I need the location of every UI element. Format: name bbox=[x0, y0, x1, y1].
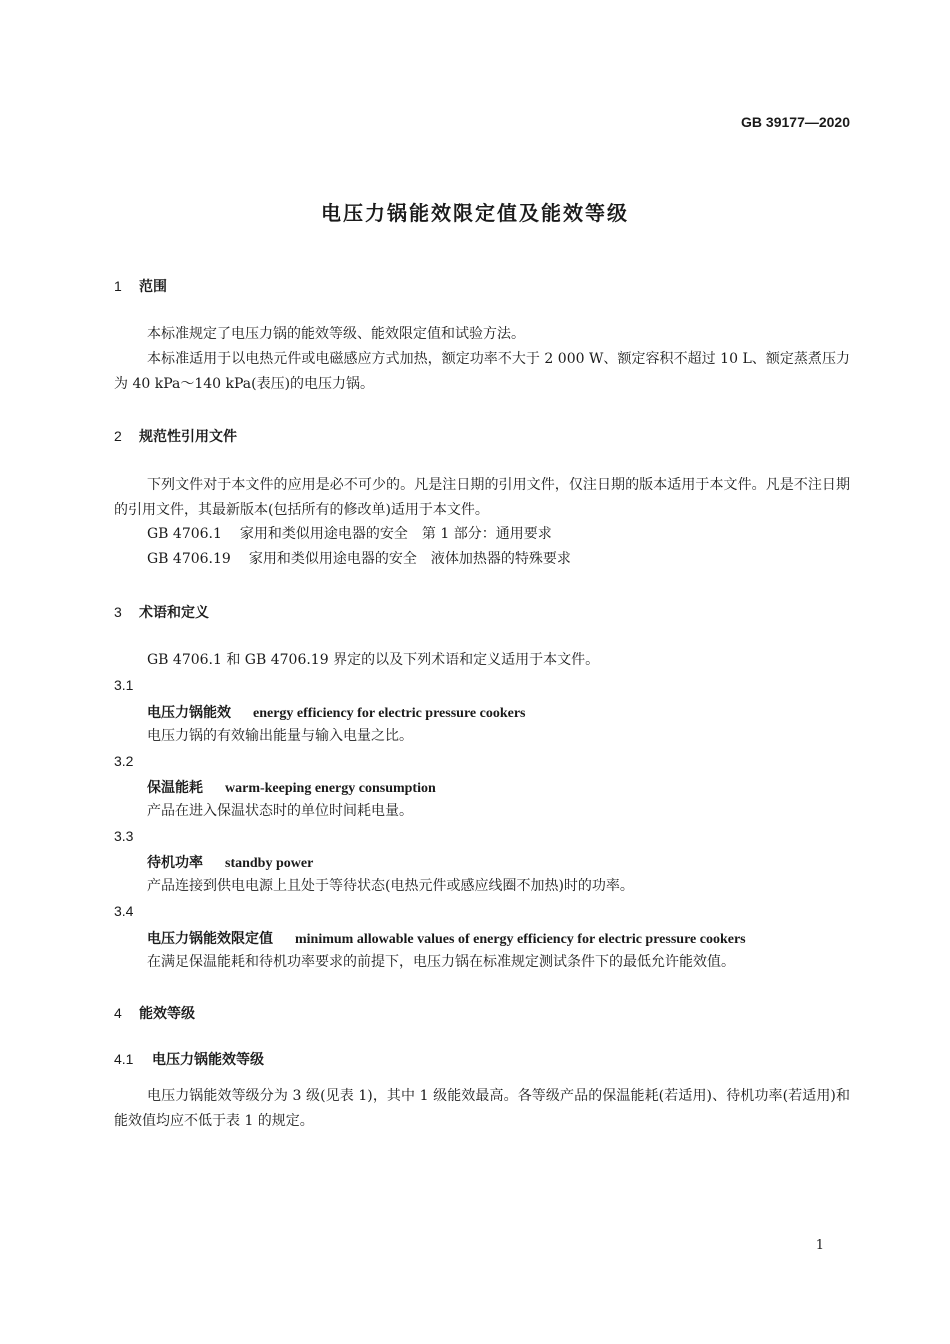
paragraph: 本标准适用于以电热元件或电磁感应方式加热，额定功率不大于 2 000 W、额定容积不超过 10 L、额定蒸煮压力为 40 kPa～140 kPa(表压)的电压力锅。 bbox=[114, 351, 850, 392]
reference-title: 家用和类似用途电器的安全 第 1 部分：通用要求 bbox=[239, 526, 552, 542]
reference-item bbox=[147, 523, 552, 543]
term-number: 3.1 bbox=[114, 677, 134, 693]
section-1-heading bbox=[114, 276, 167, 296]
subsection-number: 4.1 bbox=[114, 1051, 134, 1067]
reference-title: 家用和类似用途电器的安全 液体加热器的特殊要求 bbox=[248, 551, 571, 567]
page-number: 1 bbox=[815, 1238, 824, 1253]
term-definition: 电压力锅的有效输出能量与输入电量之比。 bbox=[147, 728, 413, 744]
subsection-4-1-heading bbox=[114, 1049, 264, 1069]
reference-code: GB 4706.19 bbox=[147, 551, 231, 567]
term-english: energy efficiency for electric pressure cookers bbox=[253, 706, 526, 721]
paragraph: GB 4706.1 和 GB 4706.19 界定的以及下列术语和定义适用于本文件。 bbox=[147, 652, 600, 668]
section-2-heading bbox=[114, 426, 237, 446]
term-entry bbox=[147, 928, 746, 948]
section-title: 范围 bbox=[139, 279, 167, 295]
term-entry bbox=[147, 852, 313, 872]
term-definition: 在满足保温能耗和待机功率要求的前提下，电压力锅在标准规定测试条件下的最低允许能效值。 bbox=[147, 954, 735, 970]
section-number: 4 bbox=[114, 1005, 122, 1021]
section-number: 3 bbox=[114, 604, 122, 620]
section-number: 2 bbox=[114, 428, 122, 444]
term-english: standby power bbox=[225, 856, 314, 871]
term-number: 3.3 bbox=[114, 828, 134, 844]
paragraph: 本标准规定了电压力锅的能效等级、能效限定值和试验方法。 bbox=[147, 326, 525, 342]
term-chinese: 电压力锅能效 bbox=[147, 705, 231, 721]
term-chinese: 保温能耗 bbox=[147, 780, 203, 796]
section-title: 能效等级 bbox=[139, 1006, 195, 1022]
term-number: 3.4 bbox=[114, 903, 134, 919]
term-number: 3.2 bbox=[114, 753, 134, 769]
standard-number: GB 39177—2020 bbox=[741, 114, 850, 130]
reference-item bbox=[147, 548, 571, 568]
term-entry bbox=[147, 702, 526, 722]
section-3-heading bbox=[114, 602, 209, 622]
term-entry bbox=[147, 777, 436, 797]
term-english: warm-keeping energy consumption bbox=[225, 781, 436, 796]
term-chinese: 电压力锅能效限定值 bbox=[147, 931, 273, 947]
section-title: 术语和定义 bbox=[139, 605, 209, 621]
document-title: 电压力锅能效限定值及能效等级 bbox=[321, 201, 629, 225]
term-chinese: 待机功率 bbox=[147, 855, 203, 871]
term-english: minimum allowable values of energy efficiency for electric pressure cookers bbox=[295, 932, 746, 947]
paragraph: 下列文件对于本文件的应用是必不可少的。凡是注日期的引用文件，仅注日期的版本适用于本文件。凡是不注日期的引用文件，其最新版本(包括所有的修改单)适用于本文件。 bbox=[114, 477, 850, 518]
section-number: 1 bbox=[114, 278, 122, 294]
term-definition: 产品连接到供电电源上且处于等待状态(电热元件或感应线圈不加热)时的功率。 bbox=[147, 878, 634, 894]
term-definition: 产品在进入保温状态时的单位时间耗电量。 bbox=[147, 803, 413, 819]
section-4-heading bbox=[114, 1003, 195, 1023]
paragraph: 电压力锅能效等级分为 3 级(见表 1)，其中 1 级能效最高。各等级产品的保温能耗(若适用)、待机功率(若适用)和能效值均应不低于表 1 的规定。 bbox=[114, 1088, 850, 1129]
reference-code: GB 4706.1 bbox=[147, 526, 222, 542]
subsection-title: 电压力锅能效等级 bbox=[152, 1052, 264, 1068]
section-title: 规范性引用文件 bbox=[139, 429, 237, 445]
